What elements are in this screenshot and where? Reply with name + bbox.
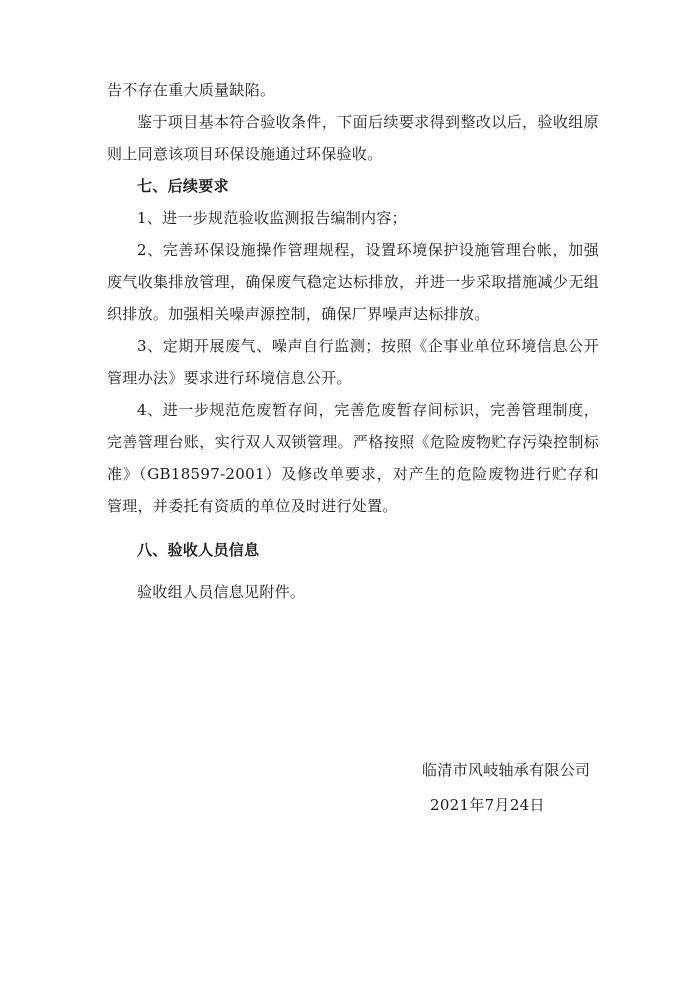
- requirement-item-2: 2、完善环保设施操作管理规程，设置环境保护设施管理台帐，加强废气收集排放管理，确保废气稳定达标排放，并进一步采取措施减少无组织排放。加强相关噪声源控制，确保厂界噪声达标排放。: [107, 241, 599, 323]
- signature-date: 2021年7月24日: [430, 796, 545, 814]
- requirement-item-4: 4、进一步规范危废暂存间，完善危废暂存间标识，完善管理制度，完善管理台账，实行双人双锁管理。严格按照《危险废物贮存污染控制标准》（GB18597-2001）及修改单要求，对产生的危险废物进行贮存和管理，并委托有资质的单位及时进行处置。: [107, 401, 599, 515]
- section-heading-follow-up-requirements: 七、后续要求: [137, 177, 229, 195]
- paragraph-acceptance-conclusion: 鉴于项目基本符合验收条件，下面后续要求得到整改以后，验收组原则上同意该项目环保设施通过环保验收。: [107, 113, 599, 163]
- requirement-item-3: 3、定期开展废气、噪声自行监测；按照《企事业单位环境信息公开管理办法》要求进行环境信息公开。: [107, 337, 599, 387]
- paragraph-continuation: 告不存在重大质量缺陷。: [107, 81, 276, 99]
- requirement-item-1: 1、进一步规范验收监测报告编制内容；: [137, 209, 407, 227]
- section-heading-acceptance-personnel: 八、验收人员信息: [137, 541, 260, 559]
- personnel-note: 验收组人员信息见附件。: [137, 583, 306, 601]
- document-body: [107, 74, 599, 608]
- signature-company: 临清市风岐轴承有限公司: [422, 761, 591, 779]
